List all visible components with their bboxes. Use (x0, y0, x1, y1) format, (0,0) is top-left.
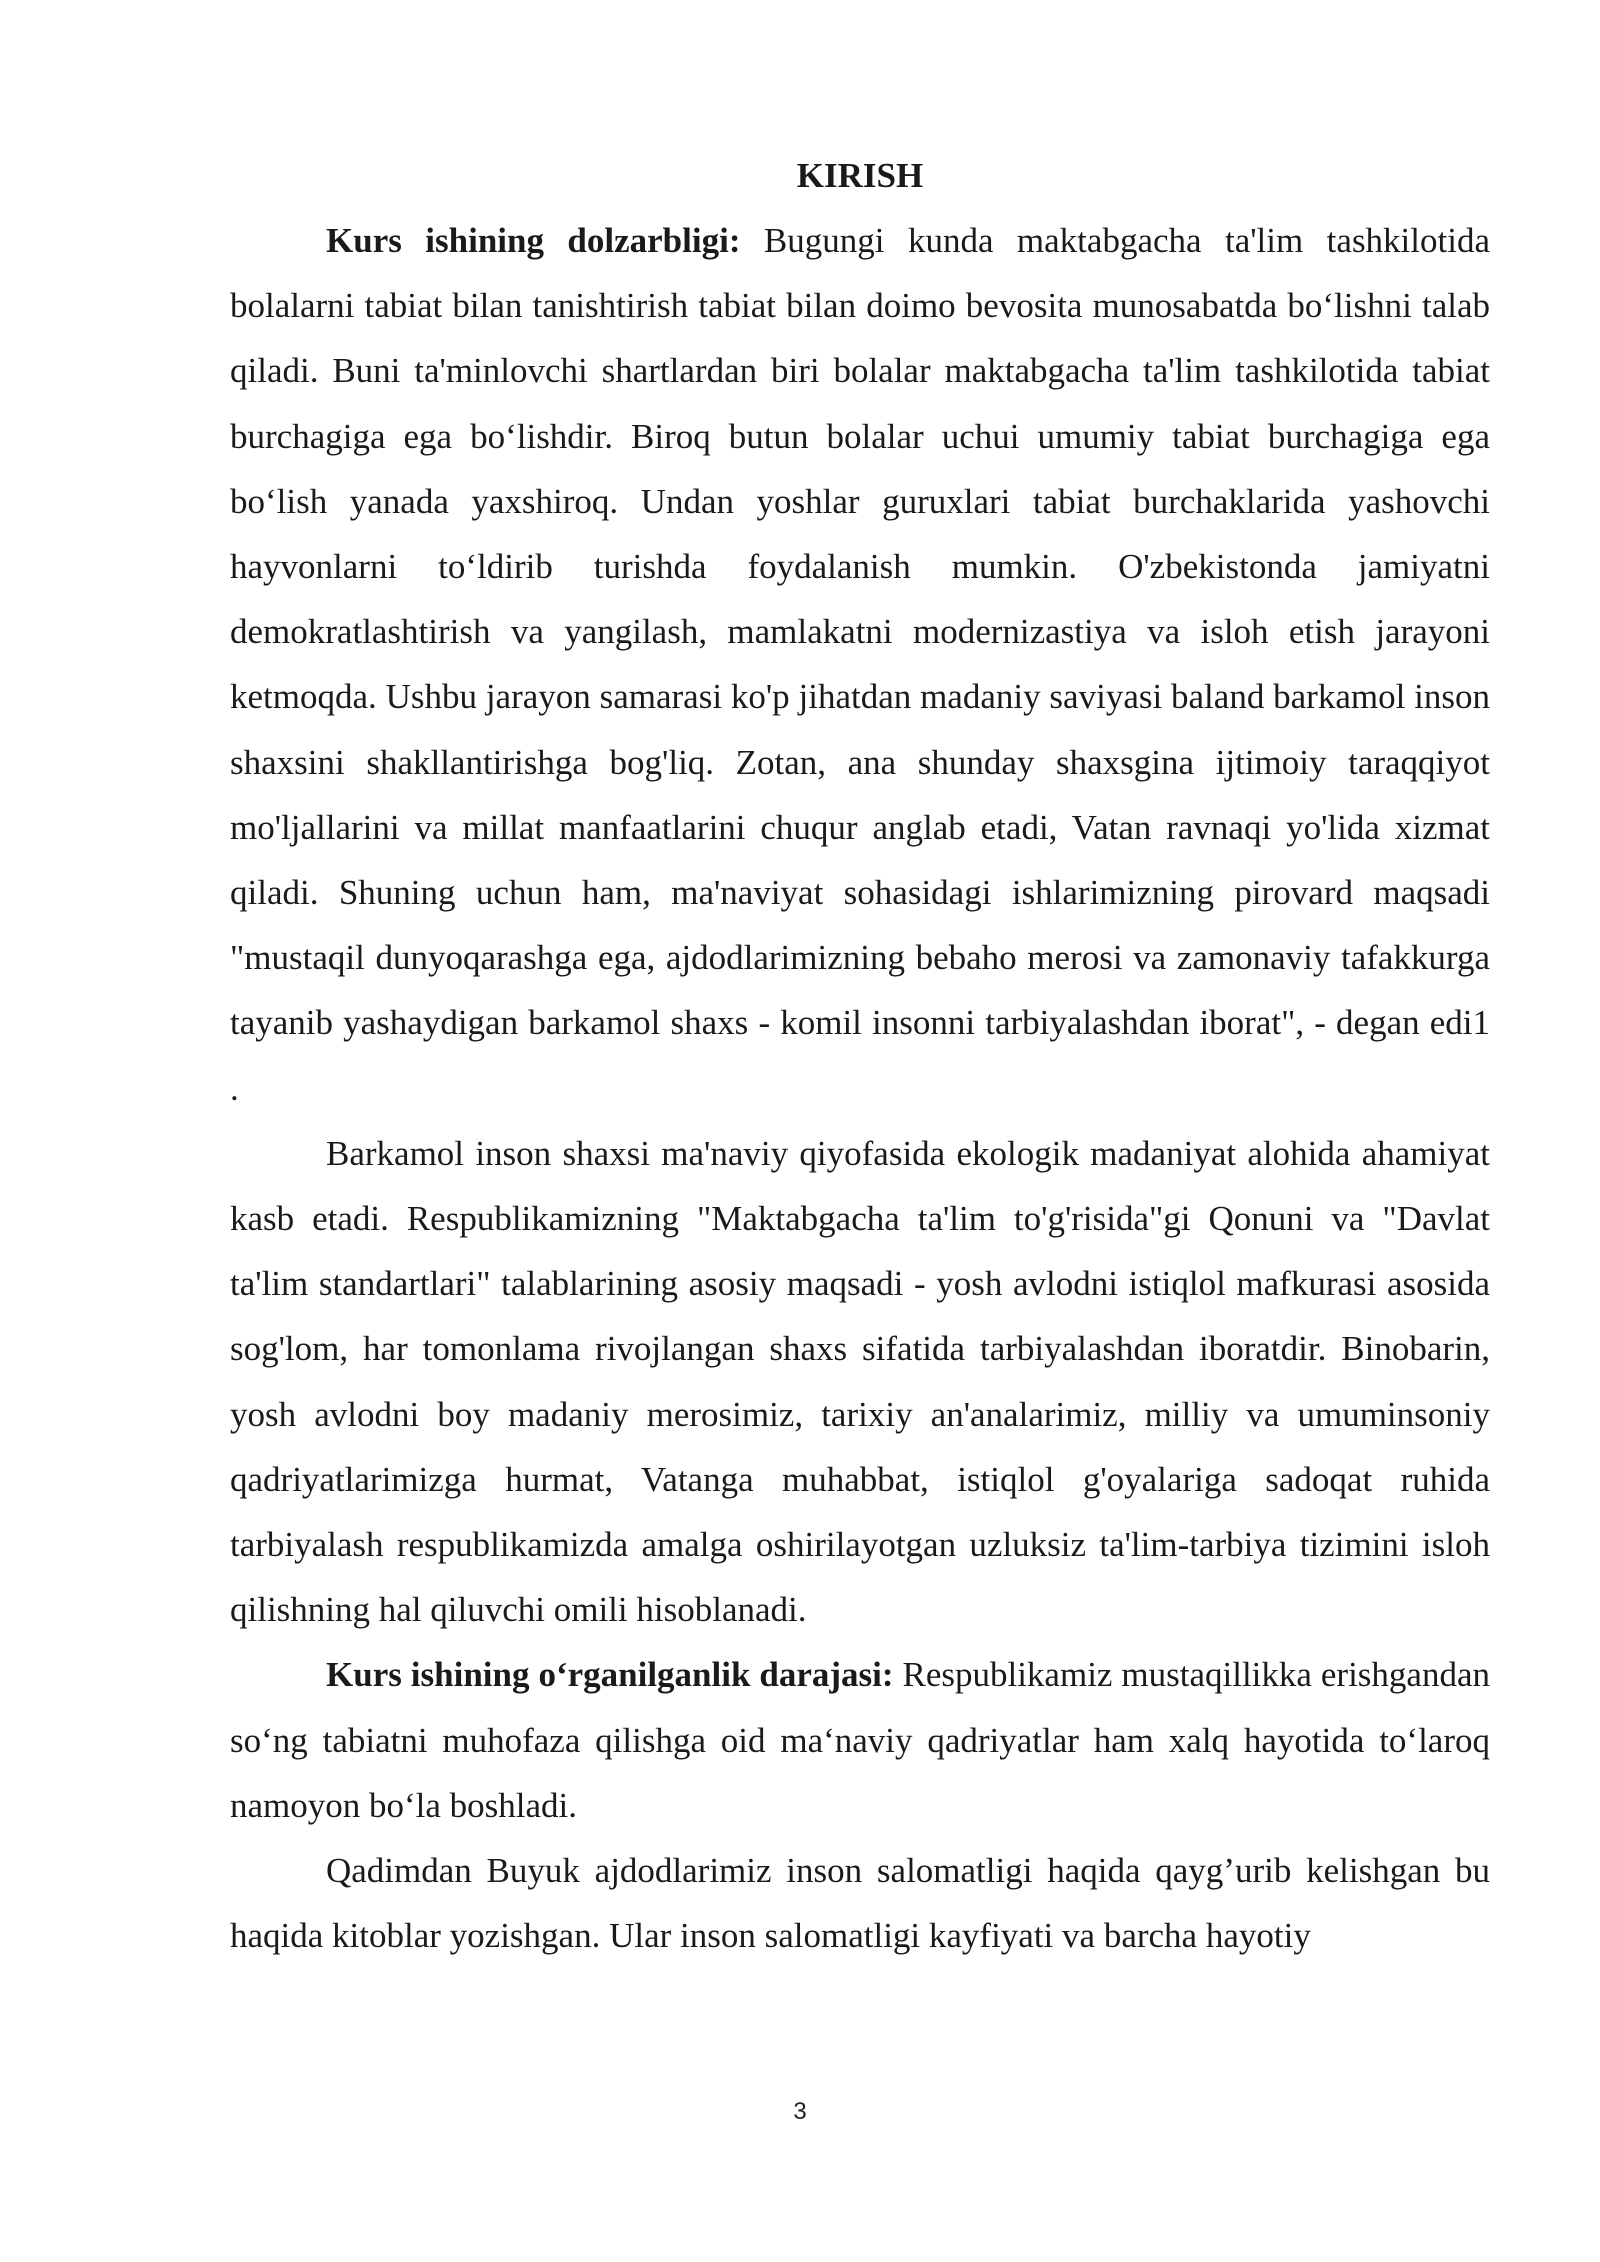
page-number: 3 (793, 2098, 807, 2125)
section-heading: KIRISH (796, 156, 924, 195)
paragraph-ecological-culture (230, 1121, 1490, 1643)
paragraph-ancestors (230, 1838, 1490, 1968)
paragraph-text: Respublikamiz mustaqillikka erishgandan so‘ng tabiatni muhofaza qilishga oid ma‘naviy qadriyatlar ham xalq hayotida to‘laroq namoyon bo‘la boshladi. (230, 1655, 1490, 1825)
paragraph-lead: Kurs ishining dolzarbligi: (326, 221, 741, 260)
paragraph-text: Bugungi kunda maktabgacha ta'lim tashkilotida bolalarni tabiat bilan tanishtirish tabiat bilan doimo bevosita munosabatda bo‘lishni talab qiladi. Buni ta'minlovchi shartlardan biri bolalar maktabgacha ta'lim tashkilotida tabiat burchagiga ega bo‘lishdir. Biroq butun bolalar uchui umumiy tabiat burchagiga ega bo‘lish yanada yaxshiroq. Undan yoshlar guruxlari tabiat burchaklarida yashovchi hayvonlarni to‘ldirib turishda foydalanish mumkin. O'zbekistonda jamiyatni demokratlashtirish va yangilash, mamlakatni modernizastiya va isloh etish jarayoni ketmoqda. Ushbu jarayon samarasi ko'p jihatdan madaniy saviyasi baland barkamol inson shaxsini shakllantirishga bog'liq. Zotan, ana shunday shaxsgina ijtimoiy taraqqiyot mo'ljallarini va millat manfaatlarini chuqur anglab etadi, Vatan ravnaqi yo'lida xizmat qiladi. Shuning uchun ham, ma'naviyat sohasidagi ishlarimizning pirovard maqsadi "mustaqil dunyoqarashga ega, ajdodlarimizning bebaho merosi va zamonaviy tafakkurga tayanib yashaydigan barkamol shaxs - komil insonni tarbiyalashdan iborat", - degan edi1 . (230, 221, 1490, 1108)
paragraph-text: Qadimdan Buyuk ajdodlarimiz inson salomatligi haqida qayg’urib kelishgan bu haqida kitoblar yozishgan. Ular inson salomatligi kayfiyati va barcha hayotiy (230, 1851, 1490, 1956)
paragraph-lead: Kurs ishining o‘rganilganlik darajasi: (326, 1655, 894, 1695)
paragraph-relevance (230, 208, 1490, 1121)
paragraph-study-level (230, 1642, 1490, 1838)
paragraph-text: Barkamol inson shaxsi ma'naviy qiyofasida ekologik madaniyat alohida ahamiyat kasb etadi. Respublikamizning "Maktabgacha ta'lim to'g'risida"gi Qonuni va "Davlat ta'lim standartlari" talablarining asosiy maqsadi - yosh avlodni istiqlol mafkurasi asosida sog'lom, har tomonlama rivojlangan shaxs sifatida tarbiyalashdan iboratdir. Binobarin, yosh avlodni boy madaniy merosimiz, tarixiy an'analarimiz, milliy va umuminsoniy qadriyatlarimizga hurmat, Vatanga muhabbat, istiqlol g'oyalariga sadoqat ruhida tarbiyalash respublikamizda amalga oshirilayotgan uzluksiz ta'lim-tarbiya tizimini isloh qilishning hal qiluvchi omili hisoblanadi. (230, 1133, 1490, 1630)
page-content (230, 150, 1490, 1968)
